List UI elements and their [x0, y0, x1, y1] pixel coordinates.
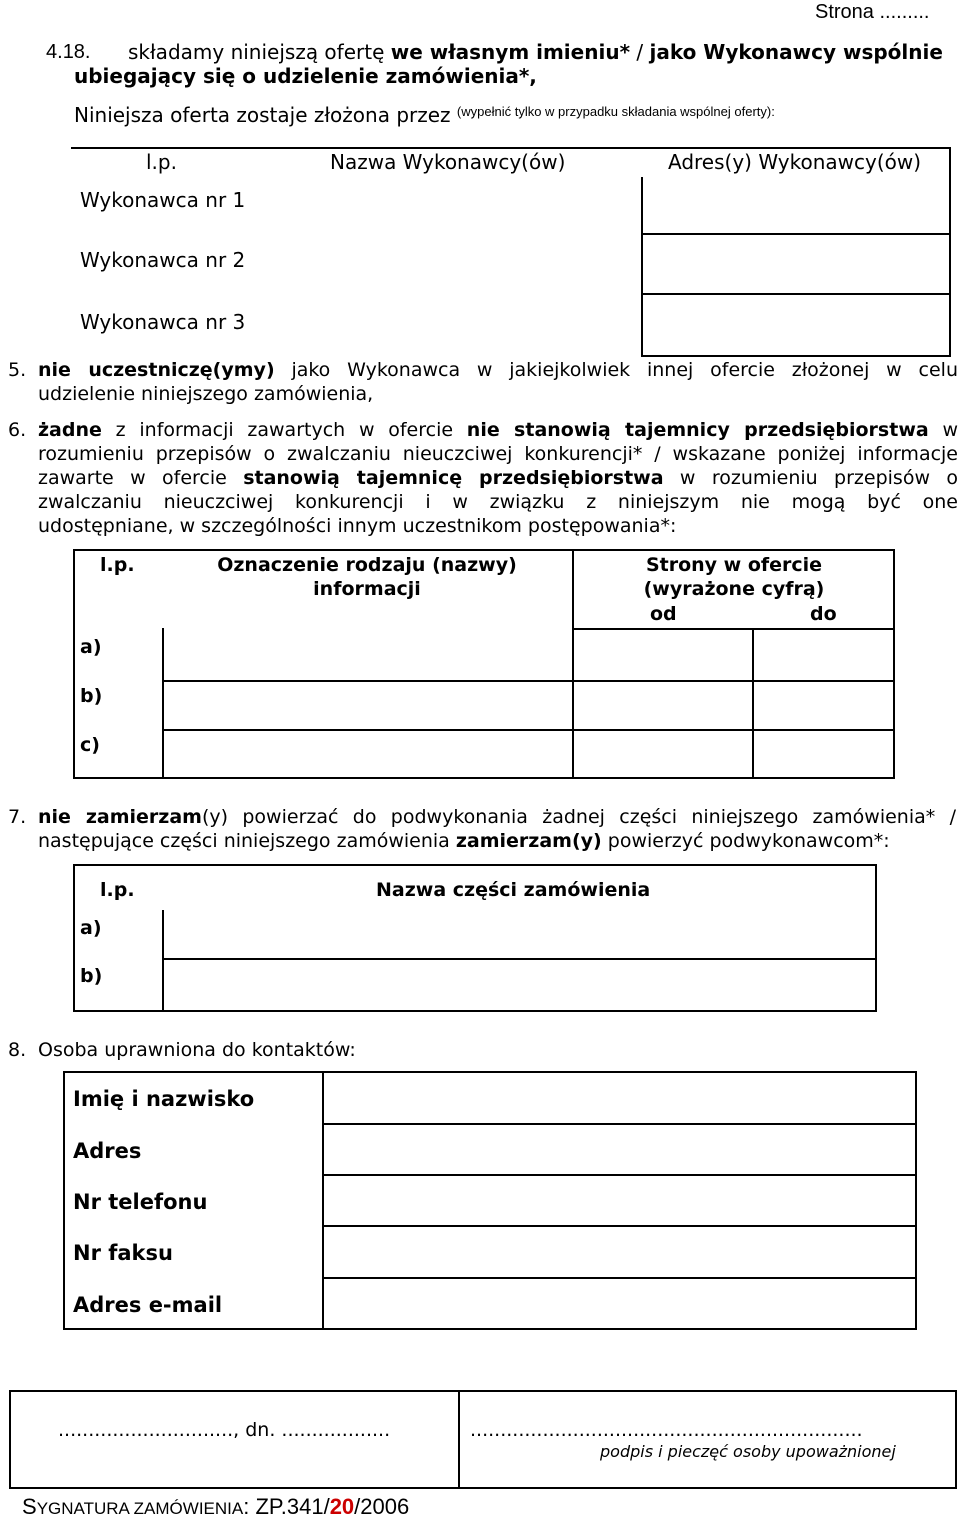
page-number-header: Strona .........: [815, 1, 930, 23]
table2-header-lp: l.p.: [100, 554, 135, 576]
section-7-number: 7.: [8, 806, 27, 828]
table1-row-1: Wykonawca nr 1: [80, 188, 246, 212]
section-7-line-2: następujące części niniejszego zamówienia zamierzam(y) powierzyć podwykonawcom*:: [38, 830, 890, 852]
section-5-line-1: nie uczestniczę(ymy) jako Wykonawca w jakiejkolwiek innej ofercie złożonej w celu: [38, 359, 958, 381]
footer-ref-number: 20: [329, 1494, 355, 1519]
table2-header-od: od: [650, 603, 677, 625]
table2-row-a: a): [80, 636, 102, 658]
table2-row-b: b): [80, 685, 103, 707]
contact-label-name: Imię i nazwisko: [73, 1087, 255, 1111]
table1-header-address: Adres(y) Wykonawcy(ów): [668, 150, 922, 174]
table3-header-lp: l.p.: [100, 879, 135, 901]
table1-row-2: Wykonawca nr 2: [80, 248, 246, 272]
section-6-line-1: żadne z informacji zawartych w ofercie nie stanowią tajemnicy przedsiębiorstwa w: [38, 419, 958, 441]
table2-header-name: Oznaczenie rodzaju (nazwy) informacji: [217, 554, 517, 600]
contact-label-email: Adres e-mail: [73, 1293, 223, 1317]
section-7-line-1: nie zamierzam(y) powierzać do podwykonania żadnej części niniejszego zamówienia* /: [38, 806, 956, 828]
section-5-number: 5.: [8, 359, 27, 381]
table2-header-pages: Strony w ofercie (wyrażone cyfrą): [643, 554, 825, 600]
section-4-line-3: Niniejsza oferta zostaje złożona przez $^{(wypełnić tylko w przypadku składania wspólnej oferty):}$: [74, 103, 775, 127]
table3-row-a: a): [80, 917, 102, 939]
section-8-number: 8.: [8, 1039, 27, 1061]
table2-row-c: c): [80, 734, 100, 756]
section-6-line-3: zawarte w ofercie stanowią tajemnicę przedsiębiorstwa w rozumieniu przepisów o: [38, 467, 958, 489]
section-6-line-2: rozumieniu przepisów o zwalczaniu nieuczciwej konkurencji* / wskazane poniżej informacje: [38, 443, 958, 465]
contact-label-phone: Nr telefonu: [73, 1190, 208, 1214]
table3-row-b: b): [80, 965, 103, 987]
table1-row-3: Wykonawca nr 3: [80, 310, 246, 334]
section-6-number: 6.: [8, 419, 27, 441]
section-6-line-4: zwalczaniu nieuczciwej konkurencji i w związku z niniejszym nie mogą być one: [38, 491, 958, 513]
signature-caption: podpis i pieczęć osoby upoważnionej: [600, 1442, 896, 1461]
contact-label-address: Adres: [73, 1139, 142, 1163]
table1-header-name: Nazwa Wykonawcy(ów): [330, 150, 566, 174]
section-4-line-1: składamy niniejszą ofertę we własnym imieniu* / jako Wykonawcy wspólnie: [128, 40, 943, 64]
contact-label-fax: Nr faksu: [73, 1241, 173, 1265]
signature-dots: .................................................................: [470, 1419, 863, 1441]
section-8-title: Osoba uprawniona do kontaktów:: [38, 1039, 356, 1061]
table1-header-lp: l.p.: [146, 150, 177, 174]
section-4-number: 4.18.: [46, 41, 91, 63]
table2-header-do: do: [810, 603, 837, 625]
section-5-line-2: udzielenie niniejszego zamówienia,: [38, 383, 374, 405]
table3-header-name: Nazwa części zamówienia: [376, 879, 651, 901]
section-6-line-5: udostępniane, w szczególności innym uczestnikom postępowania*:: [38, 515, 677, 537]
place-date-field: ............................., dn. ..................: [58, 1419, 391, 1441]
footer-signature-reference: SYGNATURA ZAMÓWIENIA: ZP.341/20/2006: [22, 1494, 410, 1519]
section-4-line-2: ubiegający się o udzielenie zamówienia*,: [74, 64, 537, 88]
